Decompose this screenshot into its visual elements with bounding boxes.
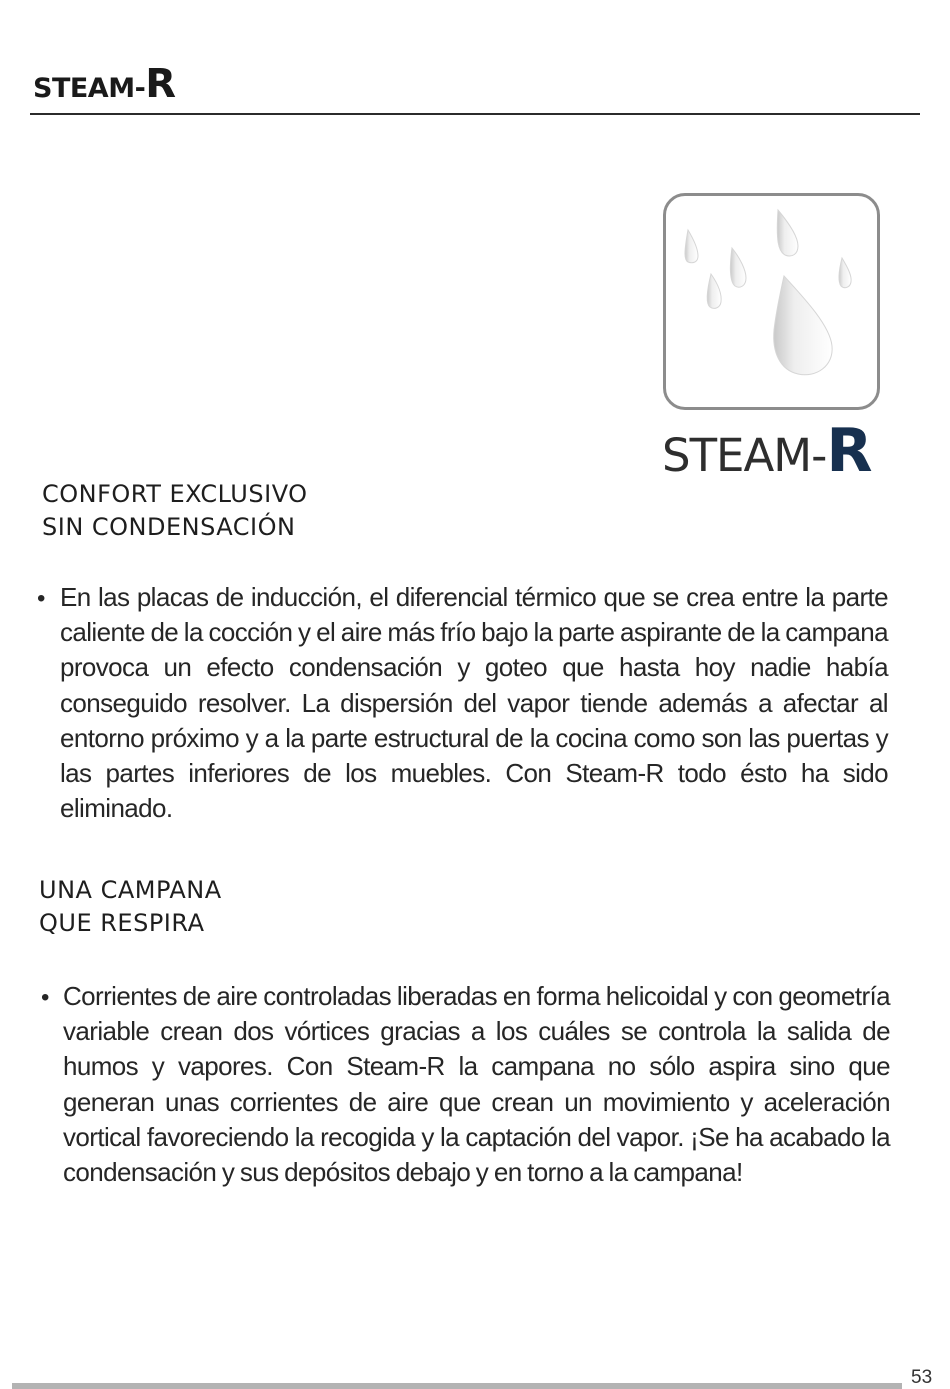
paragraph-confort: En las placas de inducción, el diferencial térmico que se crea entre la parte caliente de la cocción y el aire más frío bajo la parte aspirante de la campana provoca un efecto condensación y goteo que hasta hoy nadie había conseguido resolver. La dispersión del vapor tiende además a afectar al entorno próximo y a la parte estructural de la cocina como son las puertas y las partes inferiores de los muebles. Con Steam-R todo ésto ha sido eliminado.: [60, 582, 888, 824]
footer-bar: [12, 1383, 902, 1389]
header-title-prefix: STEAM-: [33, 73, 146, 104]
page-number: 53: [911, 1367, 933, 1388]
heading-line: UNA CAMPANA: [39, 876, 222, 904]
bullet-marker: •: [41, 984, 50, 1011]
heading-line: CONFORT EXCLUSIVO: [42, 480, 308, 508]
logo-word-prefix: STEAM-: [662, 429, 827, 482]
page-header-title: [33, 61, 176, 107]
paragraph-campana: Corrientes de aire controladas liberadas en forma helicoidal y con geometría variable crean dos vórtices gracias a los cuáles se controla la salida de humos y vapores. Con Steam-R la campana no sólo aspira sino que generan unas corrientes de aire que crean un movimiento y aceleración vortical favoreciendo la recogida y la captación del vapor. ¡Se ha acabado la condensación y sus depósitos debajo y en torno a la campana!: [63, 981, 890, 1188]
header-title-suffix: R: [145, 61, 176, 107]
steam-drops-graphic: [666, 196, 877, 407]
section-heading-confort: [42, 478, 308, 544]
steam-r-logo: [662, 416, 872, 486]
heading-line: QUE RESPIRA: [39, 909, 205, 937]
section-heading-campana: [39, 874, 222, 940]
logo-word-suffix: R: [826, 416, 872, 486]
bullet-marker: •: [37, 585, 46, 612]
steam-drops-icon: [663, 193, 880, 410]
heading-line: SIN CONDENSACIÓN: [42, 513, 296, 541]
header-divider: [30, 113, 920, 115]
